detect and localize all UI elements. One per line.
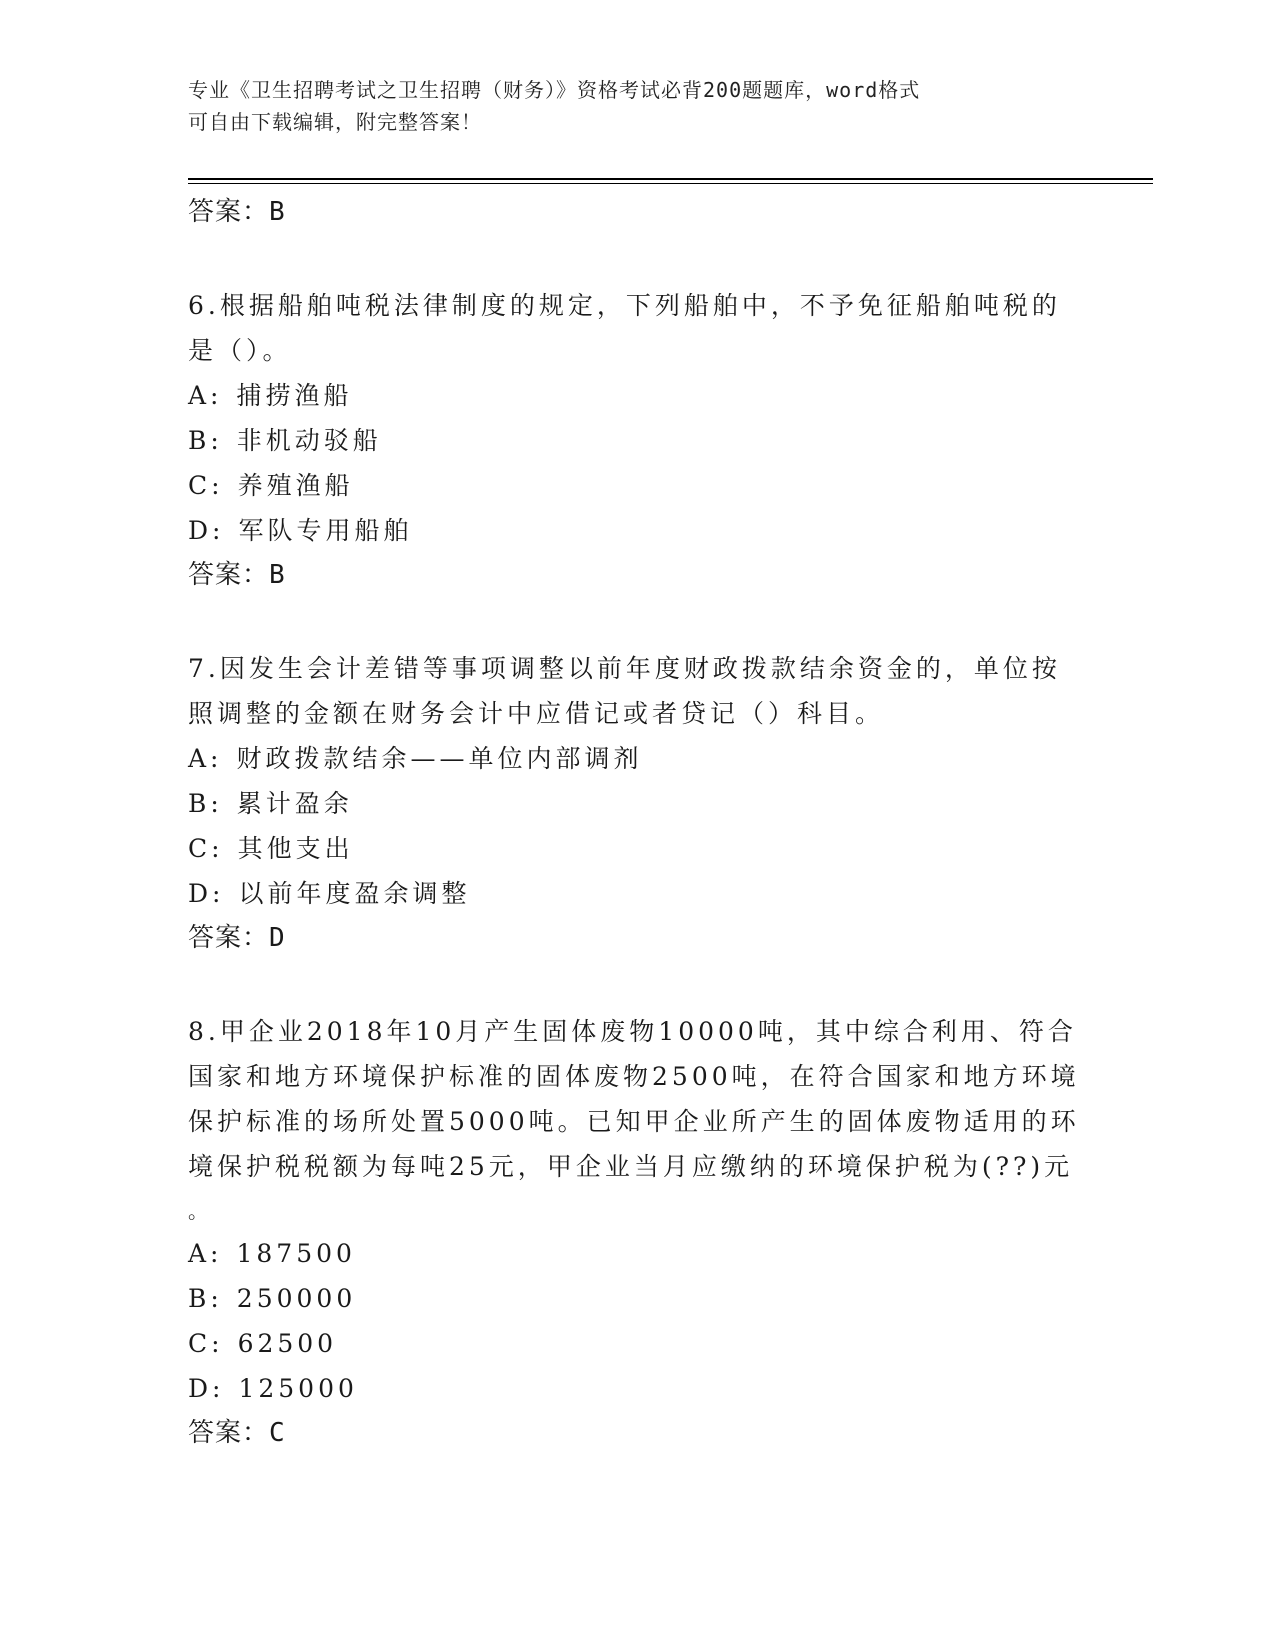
option-letter: D: (188, 516, 225, 545)
option-text: 62500 (237, 1329, 338, 1358)
question-text-line: 照调整的金额在财务会计中应借记或者贷记（）科目。 (188, 699, 885, 728)
answer-value: C (269, 1418, 286, 1448)
option-c (188, 463, 1088, 508)
question-text (188, 283, 1088, 373)
question-content (188, 190, 1088, 1456)
answer-line (188, 190, 1088, 235)
option-text: 以前年度盈余调整 (238, 879, 471, 908)
document-header (188, 74, 1068, 138)
option-b (188, 1276, 1088, 1321)
question-8 (188, 1009, 1088, 1456)
option-c (188, 1321, 1088, 1366)
option-text: 捕捞渔船 (236, 381, 353, 410)
option-letter: C: (188, 834, 224, 863)
option-letter: D: (188, 1374, 225, 1403)
option-a (188, 373, 1088, 418)
answer-value: D (269, 923, 286, 953)
option-text: 累计盈余 (236, 789, 353, 818)
option-letter: D: (188, 879, 225, 908)
option-text: 军队专用船舶 (238, 516, 413, 545)
answer-label: 答案： (188, 197, 270, 227)
question-6 (188, 283, 1088, 598)
question-7 (188, 646, 1088, 961)
option-text: 养殖渔船 (237, 471, 354, 500)
option-b (188, 418, 1088, 463)
option-a (188, 736, 1088, 781)
option-letter: B: (188, 426, 223, 455)
option-a (188, 1231, 1088, 1276)
option-letter: B: (188, 1284, 223, 1313)
option-letter: B: (188, 789, 223, 818)
header-divider-thin (188, 183, 1153, 184)
option-text: 125000 (238, 1374, 358, 1403)
question-text (188, 646, 1088, 736)
answer-label: 答案： (188, 1418, 270, 1448)
answer-label: 答案： (188, 923, 270, 953)
answer-line (188, 553, 1088, 598)
answer-line (188, 1411, 1088, 1456)
option-letter: C: (188, 471, 224, 500)
option-letter: A: (188, 1239, 223, 1268)
question-text-trailing-period: 。 (188, 1199, 212, 1223)
answer-label: 答案： (188, 560, 270, 590)
header-line-2: 可自由下载编辑，附完整答案！ (188, 110, 482, 134)
option-d (188, 508, 1088, 553)
header-line-1: 专业《卫生招聘考试之卫生招聘（财务）》资格考试必背200题题库，word格式 (188, 78, 921, 102)
option-letter: C: (188, 1329, 224, 1358)
option-text: 财政拨款结余——单位内部调剂 (236, 744, 643, 773)
option-b (188, 781, 1088, 826)
option-d (188, 1366, 1088, 1411)
question-text (188, 1009, 1088, 1189)
option-text: 非机动驳船 (236, 426, 382, 455)
answer-value: B (269, 197, 286, 227)
answer-value: B (269, 560, 286, 590)
question-text-line: 8.甲企业2018年10月产生固体废物10000吨，其中综合利用、符合 (188, 1017, 1077, 1046)
question-text-line: 7.因发生会计差错等事项调整以前年度财政拨款结余资金的，单位按 (188, 654, 1061, 683)
option-text: 250000 (236, 1284, 357, 1313)
option-text: 187500 (236, 1239, 356, 1268)
question-text-line: 6.根据船舶吨税法律制度的规定，下列船舶中，不予免征船舶吨税的 (188, 291, 1061, 320)
option-letter: A: (188, 744, 223, 773)
answer-line (188, 916, 1088, 961)
question-text-line: 保护标准的场所处置5000吨。已知甲企业所产生的固体废物适用的环 (188, 1107, 1080, 1136)
option-letter: A: (188, 381, 223, 410)
question-text-line: 国家和地方环境保护标准的固体废物2500吨，在符合国家和地方环境 (188, 1062, 1080, 1091)
option-c (188, 826, 1088, 871)
question-text-line: 是（）。 (188, 336, 292, 365)
question-text-line: 境保护税税额为每吨25元，甲企业当月应缴纳的环境保护税为(??)元 (188, 1152, 1074, 1181)
option-d (188, 871, 1088, 916)
header-divider-thick (188, 178, 1153, 180)
option-text: 其他支出 (237, 834, 354, 863)
